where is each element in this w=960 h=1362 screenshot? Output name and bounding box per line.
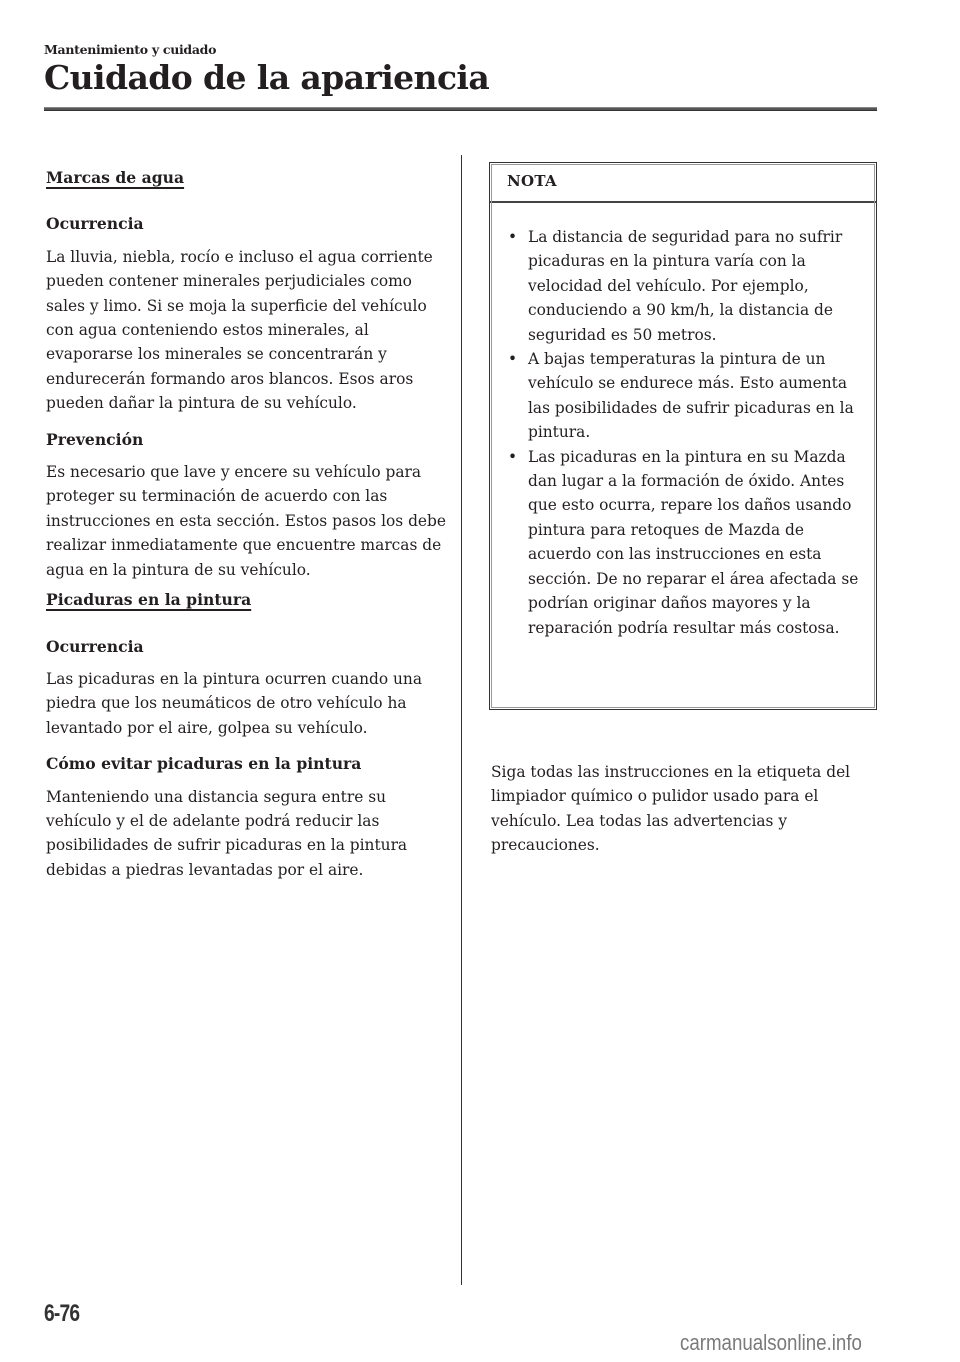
left-column <box>46 166 446 882</box>
column-divider <box>461 155 462 1285</box>
paragraph-prevencion: Es necesario que lave y encere su vehículo para proteger su terminación de acuerdo con las instrucciones en esta sección. Estos pasos los debe realizar inmediatamente que encuentre marcas de agua en la pintura de su vehículo. <box>46 463 446 579</box>
heading-marcas-de-agua: Marcas de agua <box>46 168 185 187</box>
heading-picaduras: Picaduras en la pintura <box>46 590 252 610</box>
note-item <box>508 445 866 640</box>
right-column <box>491 760 876 858</box>
subheading-como-evitar: Cómo evitar picaduras en la pintura <box>46 754 362 774</box>
paragraph-como-evitar: Manteniendo una distancia segura entre su vehículo y el de adelante podrá reducir las posibilidades de sufrir picaduras en la pintura debidas a piedras levantadas por el aire. <box>46 787 408 879</box>
bullet-icon: • <box>508 350 518 369</box>
note-item <box>508 225 866 347</box>
subheading-ocurrencia: Ocurrencia <box>46 214 144 234</box>
note-item-text: A bajas temperaturas la pintura de un vehículo se endurece más. Esto aumenta las posibilidades de sufrir picaduras en la pintura. <box>528 350 854 442</box>
note-box <box>489 162 877 710</box>
bullet-icon: • <box>508 447 518 466</box>
note-list <box>490 203 876 640</box>
watermark: carmanualsonline.info <box>680 1330 862 1355</box>
note-item-text: Las picaduras en la pintura en su Mazda dan lugar a la formación de óxido. Antes que esto ocurra, repare los daños usando pintura para retoques de Mazda de acuerdo con las instrucciones en esta sección. De no reparar el área afectada se podrían originar daños mayores y la reparación podría resultar más costosa. <box>528 447 859 637</box>
subheading-ocurrencia-picaduras: Ocurrencia <box>46 636 144 656</box>
paragraph-ocurrencia-picaduras: Las picaduras en la pintura ocurren cuando una piedra que los neumáticos de otro vehículo ha levantado por el aire, golpea su vehículo. <box>46 669 423 737</box>
page-number: 6-76 <box>44 1300 80 1327</box>
page-title: Cuidado de la apariencia <box>44 58 490 97</box>
bullet-icon: • <box>508 228 518 246</box>
note-title: NOTA <box>490 163 876 203</box>
subheading-prevencion: Prevención <box>46 429 144 449</box>
paragraph-ocurrencia-marcas: La lluvia, niebla, rocío e incluso el agua corriente pueden contener minerales perjudiciales como sales y limo. Si se moja la superficie del vehículo con agua conteniendo estos minerales, al evaporarse los minerales se concentrarán y endurecerán formando aros blancos. Esos aros pueden dañar la pintura de su vehículo. <box>46 247 433 413</box>
paragraph-instrucciones: Siga todas las instrucciones en la etiqueta del limpiador químico o pulidor usado para el vehículo. Lea todas las advertencias y precauciones. <box>491 763 851 855</box>
section-label: Mantenimiento y cuidado <box>44 42 217 57</box>
note-item <box>508 347 866 445</box>
note-item-text: La distancia de seguridad para no sufrir picaduras en la pintura varía con la velocidad del vehículo. Por ejemplo, conduciendo a 90 km/h, la distancia de seguridad es 50 metros. <box>528 228 843 344</box>
header-rule <box>44 107 877 111</box>
